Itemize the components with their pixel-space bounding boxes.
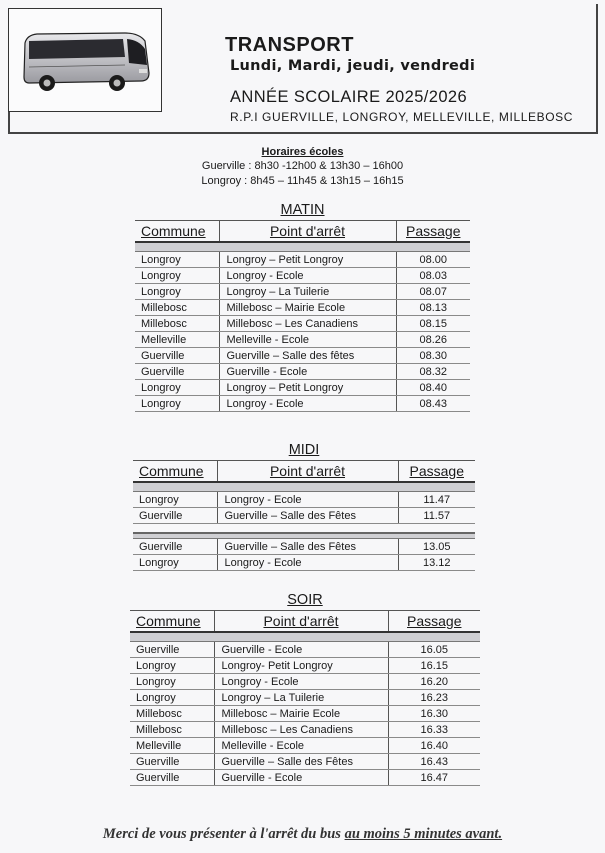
cell-passage: 11.57	[398, 508, 475, 524]
cell-passage: 08.30	[396, 348, 470, 364]
cell-commune: Longroy	[130, 674, 214, 690]
cell-point: Longroy - Ecole	[219, 268, 396, 284]
table-row	[133, 555, 475, 571]
cell-point: Millebosc – Mairie Ecole	[214, 706, 388, 722]
cell-commune: Longroy	[133, 492, 217, 508]
cell-passage: 16.20	[388, 674, 480, 690]
cell-passage: 08.26	[396, 332, 470, 348]
table-row	[130, 642, 480, 658]
table-header	[133, 461, 475, 483]
cell-passage: 16.33	[388, 722, 480, 738]
col-passage: Passage	[398, 461, 475, 483]
cell-passage: 08.00	[396, 252, 470, 268]
bus-icon	[21, 29, 153, 95]
cell-passage: 16.30	[388, 706, 480, 722]
cell-point: Longroy – Petit Longroy	[219, 380, 396, 396]
cell-commune: Guerville	[130, 754, 214, 770]
col-passage: Passage	[396, 221, 470, 243]
table-row	[135, 300, 470, 316]
service-days: Lundi, Mardi, jeudi, vendredi	[230, 58, 476, 74]
table-row	[130, 674, 480, 690]
cell-commune: Millebosc	[135, 300, 219, 316]
table-row	[135, 364, 470, 380]
school-year: ANNÉE SCOLAIRE 2025/2026	[230, 88, 468, 106]
cell-passage: 16.47	[388, 770, 480, 786]
cell-passage: 16.43	[388, 754, 480, 770]
soir-table	[130, 610, 480, 786]
cell-point: Guerville – Salle des Fêtes	[214, 754, 388, 770]
cell-commune: Millebosc	[130, 722, 214, 738]
cell-commune: Longroy	[133, 555, 217, 571]
cell-passage: 13.05	[398, 539, 475, 555]
table-row	[135, 268, 470, 284]
school-hours-guerville: Guerville : 8h30 -12h00 & 13h30 – 16h00	[201, 160, 404, 172]
footer-note	[0, 826, 605, 843]
cell-point: Guerville - Ecole	[219, 364, 396, 380]
cell-commune: Longroy	[135, 284, 219, 300]
col-point: Point d'arrêt	[217, 461, 398, 483]
cell-point: Longroy – La Tuilerie	[219, 284, 396, 300]
cell-commune: Melleville	[130, 738, 214, 754]
table-row	[130, 690, 480, 706]
table-row	[130, 770, 480, 786]
cell-passage: 08.43	[396, 396, 470, 412]
cell-point: Millebosc – Les Canadiens	[219, 316, 396, 332]
cell-point: Guerville – Salle des Fêtes	[217, 508, 398, 524]
midi-table	[133, 460, 475, 571]
cell-point: Millebosc – Mairie Ecole	[219, 300, 396, 316]
table-row	[135, 396, 470, 412]
cell-point: Longroy - Ecole	[219, 396, 396, 412]
cell-point: Guerville – Salle des fêtes	[219, 348, 396, 364]
cell-passage: 08.03	[396, 268, 470, 284]
cell-passage: 08.15	[396, 316, 470, 332]
cell-commune: Longroy	[130, 690, 214, 706]
table-row	[130, 706, 480, 722]
cell-commune: Guerville	[133, 508, 217, 524]
table-header	[135, 221, 470, 243]
header-frame-right	[596, 4, 598, 134]
col-commune: Commune	[133, 461, 217, 483]
cell-point: Melleville - Ecole	[219, 332, 396, 348]
cell-passage: 16.15	[388, 658, 480, 674]
cell-passage: 16.05	[388, 642, 480, 658]
table-row	[135, 332, 470, 348]
cell-commune: Longroy	[135, 396, 219, 412]
table-row	[133, 508, 475, 524]
cell-point: Longroy - Ecole	[217, 492, 398, 508]
table-row	[130, 738, 480, 754]
cell-commune: Guerville	[135, 348, 219, 364]
col-point: Point d'arrêt	[214, 611, 388, 633]
matin-table	[135, 220, 470, 412]
footer-text: Merci de vous présenter à l'arrêt du bus	[102, 826, 345, 842]
cell-commune: Guerville	[130, 770, 214, 786]
cell-commune: Guerville	[130, 642, 214, 658]
cell-passage: 16.40	[388, 738, 480, 754]
cell-point: Longroy- Petit Longroy	[214, 658, 388, 674]
cell-point: Longroy – Petit Longroy	[219, 252, 396, 268]
cell-commune: Longroy	[135, 380, 219, 396]
table-row	[135, 380, 470, 396]
cell-passage: 08.13	[396, 300, 470, 316]
cell-point: Longroy - Ecole	[214, 674, 388, 690]
table-row	[130, 722, 480, 738]
col-passage: Passage	[388, 611, 480, 633]
table-row	[130, 658, 480, 674]
cell-commune: Longroy	[130, 658, 214, 674]
cell-point: Guerville - Ecole	[214, 642, 388, 658]
cell-point: Melleville - Ecole	[214, 738, 388, 754]
table-row	[133, 539, 475, 555]
cell-passage: 08.40	[396, 380, 470, 396]
cell-passage: 08.32	[396, 364, 470, 380]
bus-image-frame	[8, 8, 162, 112]
cell-point: Guerville - Ecole	[214, 770, 388, 786]
rpi-communes: R.P.I GUERVILLE, LONGROY, MELLEVILLE, MILLEBOSC	[230, 110, 574, 124]
cell-commune: Millebosc	[135, 316, 219, 332]
footer-emphasis: au moins 5 minutes avant.	[344, 826, 503, 842]
table-row	[135, 316, 470, 332]
cell-commune: Guerville	[133, 539, 217, 555]
table-row	[135, 252, 470, 268]
table-header	[130, 611, 480, 633]
col-point: Point d'arrêt	[219, 221, 396, 243]
cell-passage: 08.07	[396, 284, 470, 300]
cell-commune: Longroy	[135, 252, 219, 268]
table-row	[135, 348, 470, 364]
section-title-soir: SOIR	[287, 592, 323, 608]
cell-passage: 16.23	[388, 690, 480, 706]
school-hours-longroy: Longroy : 8h45 – 11h45 & 13h15 – 16h15	[201, 175, 404, 187]
cell-passage: 11.47	[398, 492, 475, 508]
table-row	[133, 492, 475, 508]
page-title: TRANSPORT	[225, 34, 354, 56]
cell-commune: Guerville	[135, 364, 219, 380]
section-title-midi: MIDI	[288, 442, 320, 458]
cell-point: Longroy - Ecole	[217, 555, 398, 571]
col-commune: Commune	[135, 221, 219, 243]
cell-commune: Melleville	[135, 332, 219, 348]
school-hours-title: Horaires écoles	[261, 146, 344, 158]
cell-commune: Millebosc	[130, 706, 214, 722]
col-commune: Commune	[130, 611, 214, 633]
cell-point: Guerville – Salle des Fêtes	[217, 539, 398, 555]
table-row	[130, 754, 480, 770]
table-row	[135, 284, 470, 300]
section-title-matin: MATIN	[280, 202, 325, 218]
cell-commune: Longroy	[135, 268, 219, 284]
cell-point: Millebosc – Les Canadiens	[214, 722, 388, 738]
cell-point: Longroy – La Tuilerie	[214, 690, 388, 706]
cell-passage: 13.12	[398, 555, 475, 571]
